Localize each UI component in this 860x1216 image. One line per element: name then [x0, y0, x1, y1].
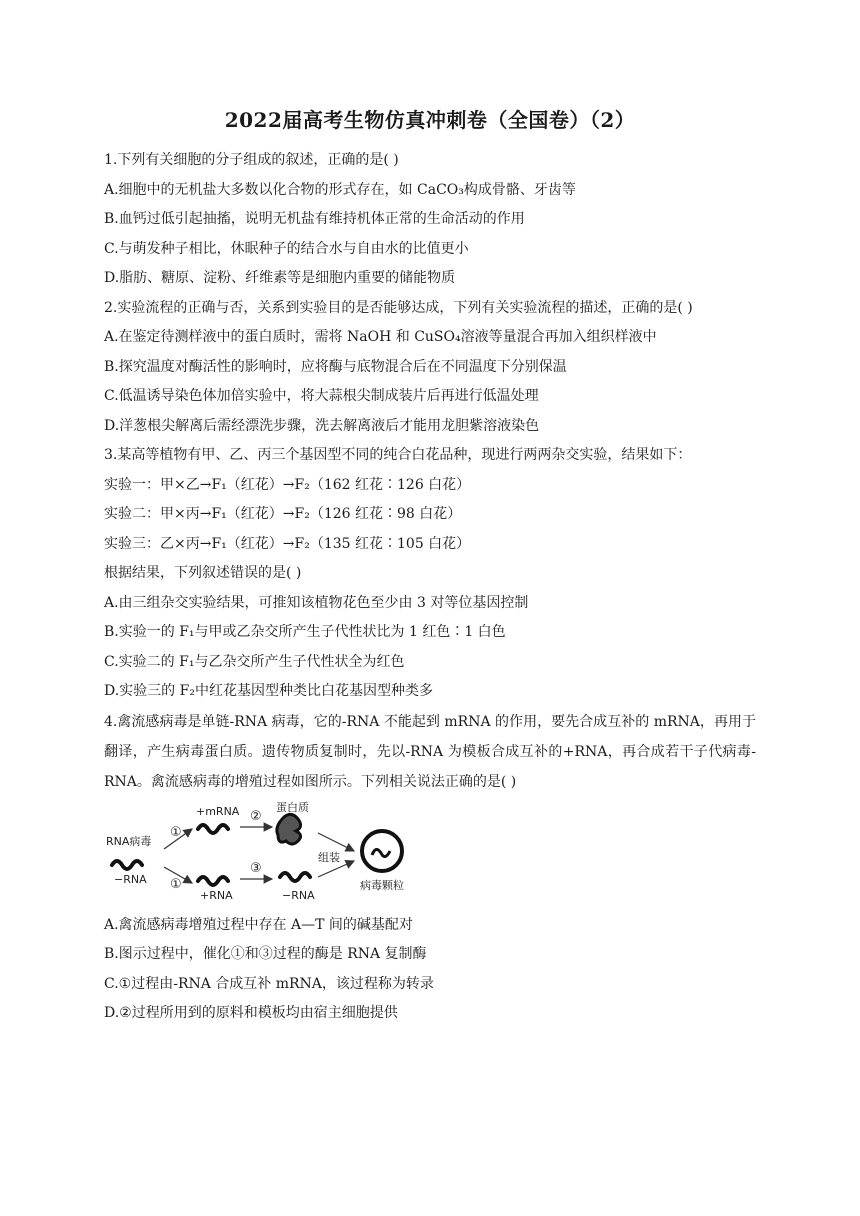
- question-3-experiment-1: 实验一：甲×乙→F₁（红花）→F₂（162 红花∶126 白花）: [104, 476, 471, 493]
- question-3-option-a: A.由三组杂交实验结果，可推知该植物花色至少由 3 对等位基因控制: [104, 594, 529, 611]
- label-step-3: ③: [250, 860, 262, 876]
- question-4: [104, 707, 756, 1029]
- question-3-option-c: C.实验二的 F₁与乙杂交所产生子代性状全为红色: [104, 653, 405, 670]
- question-1-option-a: A.细胞中的无机盐大多数以化合物的形式存在，如 CaCO₃构成骨骼、牙齿等: [104, 181, 576, 198]
- exam-title: 2022届高考生物仿真冲刺卷（全国卷）（2）: [224, 108, 636, 132]
- question-1-option-d: D.脂肪、糖原、淀粉、纤维素等是细胞内重要的储能物质: [104, 270, 456, 286]
- virus-particle-shell: [362, 831, 402, 871]
- minus-rna-squiggle: [280, 873, 310, 881]
- label-protein: 蛋白质: [276, 800, 309, 814]
- question-1-stem: 1.下列有关细胞的分子组成的叙述，正确的是( ): [104, 152, 399, 168]
- protein-blob: [277, 814, 301, 844]
- plus-rna-squiggle: [198, 877, 228, 885]
- question-1-option-c: C.与萌发种子相比，休眠种子的结合水与自由水的比值更小: [104, 240, 469, 257]
- question-2-option-b: B.探究温度对酶活性的影响时，应将酶与底物混合后在不同温度下分别保温: [104, 358, 567, 375]
- question-3-option-d: D.实验三的 F₂中红花基因型种类比白花基因型种类多: [104, 683, 433, 699]
- question-2-option-a: A.在鉴定待测样液中的蛋白质时，需将 NaOH 和 CuSO₄溶液等量混合再加入组织样液中: [104, 329, 657, 345]
- question-4-stem: 4.禽流感病毒是单链-RNA 病毒，它的-RNA 不能起到 mRNA 的作用，要先合成互补的 mRNA，再用于翻译，产生病毒蛋白质。遗传物质复制时，先以-RNA 为模板合成互补的+RNA，再合成若干子代病毒-RNA。禽流感病毒的增殖过程如图所示。下列相关说法正确的是( ): [104, 713, 756, 790]
- label-rna-virus: RNA病毒: [106, 834, 152, 848]
- label-plus-mrna: +mRNA: [196, 804, 240, 818]
- label-step-1-top: ①: [170, 824, 182, 840]
- label-assemble: 组装: [318, 850, 340, 864]
- label-virus-particle: 病毒颗粒: [360, 878, 404, 892]
- question-4-option-c: C.①过程由-RNA 合成互补 mRNA，该过程称为转录: [104, 975, 434, 992]
- question-3-experiment-3: 实验三：乙×丙→F₁（红花）→F₂（135 红花∶105 白花）: [104, 535, 471, 552]
- question-4-option-a: A.禽流感病毒增殖过程中存在 A—T 间的碱基配对: [104, 916, 413, 933]
- question-4-option-b: B.图示过程中，催化①和③过程的酶是 RNA 复制酶: [104, 946, 427, 962]
- virus-replication-figure: [104, 799, 404, 907]
- question-3-option-b: B.实验一的 F₁与甲或乙杂交所产生子代性状比为 1 红色∶1 白色: [104, 624, 506, 640]
- virus-rna-squiggle: [112, 861, 142, 869]
- question-2-stem: 2.实验流程的正确与否，关系到实验目的是否能够达成，下列有关实验流程的描述，正确的是( ): [104, 299, 693, 316]
- label-minus-rna-progeny: −RNA: [282, 888, 315, 902]
- question-3-stem: 3.某高等植物有甲、乙、丙三个基因型不同的纯合白花品种，现进行两两杂交实验，结果如下：: [104, 447, 692, 463]
- plus-mrna-squiggle: [198, 825, 228, 833]
- label-minus-rna: −RNA: [114, 872, 147, 886]
- label-step-1-bottom: ①: [170, 876, 182, 892]
- question-2-option-d: D.洋葱根尖解离后需经漂洗步骤，洗去解离液后才能用龙胆紫溶液染色: [104, 417, 540, 434]
- question-4-option-d: D.②过程所用到的原料和模板均由宿主细胞提供: [104, 1005, 398, 1021]
- question-1-option-b: B.血钙过低引起抽搐，说明无机盐有维持机体正常的生命活动的作用: [104, 211, 525, 227]
- label-step-2: ②: [250, 808, 262, 824]
- question-3: [104, 441, 756, 707]
- question-1: [104, 146, 756, 294]
- label-plus-rna: +RNA: [200, 888, 233, 902]
- question-3-ask: 根据结果，下列叙述错误的是( ): [104, 565, 302, 581]
- question-2-option-c: C.低温诱导染色体加倍实验中，将大蒜根尖制成装片后再进行低温处理: [104, 388, 539, 404]
- exam-content: [104, 146, 756, 1029]
- question-2: [104, 294, 756, 442]
- question-3-experiment-2: 实验二：甲×丙→F₁（红花）→F₂（126 红花∶98 白花）: [104, 506, 462, 522]
